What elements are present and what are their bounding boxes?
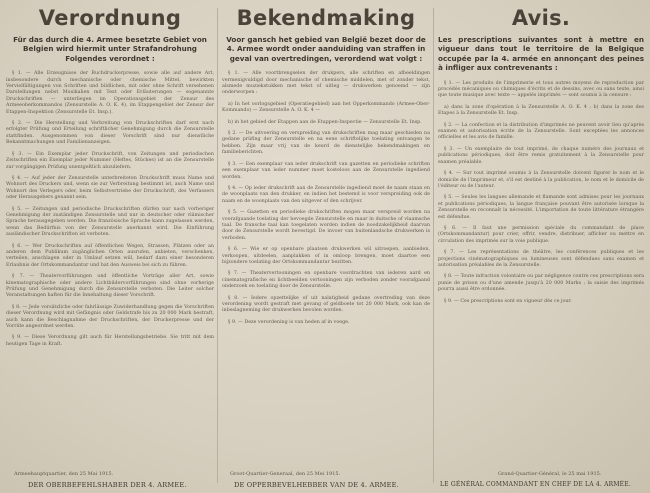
paragraph: § 2. — De uitvoering en verspreiding van drukschriften mag maar geschieden na gedane prüfing der Zensurstelle en na eene schriftelijke toelating ontvangen te hebben. Zijn maar vrij van de keurd de dienstelijke bekendmakingen en familieberichten. [222,131,430,156]
heading-verordnung: Verordnung [38,6,182,30]
paragraph: § 2. — Die Herstellung und Verbreitung von Druckschriften darf erst nach erfolgter Prüfung und Erteilung schriftlicher Genehmigung durch die Zensurstelle stattfinden. Ausgenommen von dieser Vorschrift sind nur dienstliche Bekanntmachungen und Familienanzeigen. [6,121,214,146]
column-dutch [222,6,430,331]
paragraph: § 6. — Wie er op openbare plaatsen drukwerken wil uitroepen, aanbieden, verkoopen, uitdeelen, aanplakken of in omloop brengen, moet daartoe een bijzondere toelating der Ortskommandantur bezitten. [222,247,430,265]
paragraph: § 2. — La confection et la distribution d'imprimés ne peuvent avoir lieu qu'après examen et autorisation écrite de la Zensurstelle. Sont exceptées les annonces officielles et les avis de famille. [438,122,644,141]
paragraph: § 7. — Theatervertooningen en openbare voordrachten van iederen aard en cinematografische en lichtbeelden vertooningen zijn verboden zonder voorafgaand onderzoek en toelating door de Zensurstelle. [222,271,430,290]
intro-text: Für das durch die 4. Armee besetzte Gebiet von Belgien wird hiermit unter Strafandrohung Folgendes verordnet : [13,35,207,63]
paragraph: § 1. — Les produits de l'imprimerie et tous autres moyens de reproduction par procédés mécaniques ou chimiques d'écrits et de dessins, avec ou sans texte, ainsi que toute musique avec texte — appelés imprimés — sont soumis à la censure : [438,80,644,99]
issue-date-french: Grand-Quartier-Général, le 25 mai 1915. [498,471,602,477]
paragraph: a) In het oorlogsgebied (Operatiegebied) aan het Opperkommando (Armee-Ober-Kommando) — Zensurstelle A. O. K. 4 — [222,101,430,114]
paragraph: § 3. — Een exemplaar van ieder drukschrift van gazetten en periodieke schriften een exemplaar van ieder nummer moet kosteloos aan de Zensurstelle ingediend worden. [222,161,430,180]
column-german [6,6,214,353]
paragraph: § 7. — Les représentations de théâtre, les conférences publiques et les projections cinématographiques ou lumineuses sont défendues sans examen et autorisation préalables de la Zensurstelle. [438,250,644,268]
signature-dutch: DE OPPERBEVELHEBBER VAN DE 4. ARMEE. [234,481,399,489]
paragraph: § 9. — Ces prescriptions sont en vigueur dès ce jour. [444,298,572,304]
signature-french: LE GÉNÉRAL COMMANDANT EN CHEF DE LA 4. ARMÉE. [440,481,631,488]
paragraph: a) dans la zone d'opération à la Zensurstelle A. O. K. 4 ; b) dans la zone des Etapes à la Zensurstelle Et. Insp. [438,104,644,117]
paragraph: § 4. — Op ieder drukschrift aan de Zensurstelle ingediend moet de naam staan en de woonplaats van den drukker, en indien het bestemd is voor verspreiding ook de naam en de woonplaats van den uitgever of den schrijver. [222,185,430,204]
paragraph: § 4. — Auf jeder der Zensurstelle unterbreiteten Druckschrift muss Name und Wohnort des Druckers und, wenn sie zur Verbreitung bestimmt ist, auch Name und Wohnort des Verlegers oder, beim Selbstvertriebe der Druckschrift, des Verfassers oder Herausgebers genannt sein. [6,175,214,201]
paragraph: § 6. — Wer Druckschriften auf öffentlichen Wegen, Strassen, Plätzen oder an anderen dem Publikum zugänglichen Orten ausrufen, anbieten, verschenken, verteilen, anschlagen oder in Umlauf setzen will, bedarf dazu einer besonderen Erlaubnis der Ortskommandantur und hat den Ausweis bei sich zu führen. [6,243,214,268]
paragraph: § 7. — Theatervorführungen und öffentliche Vorträge aller Art, sowie kinematographische oder andere Lichtbildervorführungen sind ohne vorherige Prüfung und Genehmigung durch die Zensurstelle verboten. Die Leiter solcher Veranstaltungen haften für die Innehaltung dieser Vorschrift. [6,274,214,299]
heading-bekendmaking: Bekendmaking [236,6,416,30]
paragraph: § 1. — Alle voortbrengselen der drukpers, alle schriften en afbeeldingen vermenigvuldigd door mechanische of chemische middelen, met of zonder tekst, alsmede muziekstukken met tekst of uitleg — drukwerken genoemd — zijn onderworpen : [222,71,430,96]
heading-avis: Avis. [511,6,571,30]
paragraph: § 6. — Il faut une permission spéciale du commandant de place (Ortskommandantur) pour crier, offrir, vendre, distribuer, afficher ou mettre en circulation des imprimés sur la voie publique. [438,225,644,244]
paragraph: § 5. — Seules les langues allemande et flamande sont admises pour les journaux et publications périodiques, la langue française pouvant être autorisée lorsque la Zensurstelle en reconnaît la nécessité. L'importation de toute littérature étrangère est défendue. [438,195,644,220]
paragraph: § 8. — Iedere opzettelijke of uit nalatigheid gedane overtreding van deze verordening wordt gestraft met gevang of geldboete tot 20 000 Mark, ook kan de inbeslagneming der drukwerken bevolen worden. [222,295,430,314]
paragraph: § 8. — Jede vorsätzliche oder fahrlässige Zuwiderhandlung gegen die Vorschriften dieser Verordnung wird mit Gefängnis oder Geldstrafe bis zu 20 000 Mark bestraft, auch kann die Beschlagnahme der Druckschriften, der Druckerpresse und der Vorräte angeordnet werden. [6,304,214,330]
intro-text: Voor gansch het gebied van België bezet door de 4. Armee wordt onder aanduiding van straffen in geval van overtredingen, verordend wat volgt : [226,35,426,63]
paragraph: § 3. — Un exemplaire de tout imprimé, de chaque numéro des journaux et publications périodiques, doit être remis gratuitement à la Zensurstelle pour examen préalable. [438,146,644,165]
column-french [438,6,644,310]
issue-date-german: Armeehauptquartier, den 25 Mai 1915. [14,471,114,477]
intro-text: Les prescriptions suivantes sont à mettre en vigueur dans tout le territoire de la Belgique occupée par la 4. armée en annonçant des peines à infliger aux contrevenants : [438,35,644,73]
paragraph: § 3. — Ein Exemplar jeder Druckschrift, von Zeitungen und periodischen Zeitschriften ein Exemplar jeder Nummer (Heftes, Stückes) ist an die Zensurstelle zur vorgängigen Prüfung unentgeltlich abzuliefern. [6,151,214,170]
paragraph: b) in het gebied der Etappen aan de Etappen-Inspectie — Zensurstelle Et. Insp. [228,119,422,125]
paragraph: § 5. — Gazetten en periodieke drukschriften mogen maar verspreid worden na voorafgaande toelating der bevoegde Zensurstelle en maar in duitsche of vlaamsche taal. De fransche taal kan toegelaten worden indien de noodzakelijkheid daarvan door de Zensurstelle wordt bevestigd. De invoer van buitenlandsche drukwerken is verboden. [222,210,430,241]
paragraph: § 9. — Deze verordening is van heden af in voege. [228,319,350,325]
paragraph: § 4. — Sur tout imprimé soumis à la Zensurstelle doivent figurer le nom et le domicile de l'imprimeur et, s'il est destiné à la publication, le nom et le domicile de l'éditeur ou de l'auteur. [438,171,644,189]
column-divider [217,8,218,483]
column-divider [433,8,434,483]
paragraph: § 8. — Toute infraction volontaire ou par négligence contre ces prescriptions sera punie de prison ou d'une amende jusqu'à 20 000 Marks ; la saisie des imprimés pourra aussi être ordonnée. [438,274,644,293]
issue-date-dutch: Groot-Quartier-Generaal, den 25 Mei 1915. [230,471,341,477]
paragraph: § 9. — Diese Verordnung gilt auch für Herstellungsbetriebe. Sie tritt mit dem heutigen Tage in Kraft. [6,335,214,347]
paragraph: § 5. — Zeitungen und periodische Druckschriften dürfen nur nach vorheriger Genehmigung der zuständigen Zensurstelle und nur in deutscher oder vlämischer Sprache herausgegeben werden. Die französische Sprache kann zugelassen werden, wenn das Bedürfnis von der Zensurstelle anerkannt wird. Die Einführung ausländischer Druckschriften ist verboten. [6,206,214,238]
paragraph: § 1. — Alle Erzeugnisse der Buchdruckerpresse, sowie alle auf andere Art, insbesondere durch mechanische oder chemische Mittel, bewirkten Vervielfältigungen von Schriften und bildlichen, mit oder ohne Schrift versehenen Darstellungen nebst Musikalien mit Text oder Erläuterungen — sogenannte Druckschriften — unterliegen im Operationsgebiet der Zensur des Armeeoberkommandos (Zensurstelle A. O. K. 4), im Etappengebiet der Zensur der Etappen-Inspektion (Zensurstelle Et. Insp.). [6,71,214,115]
signature-german: DER OBERBEFEHLSHABER DER 4. ARMEE. [28,481,187,489]
